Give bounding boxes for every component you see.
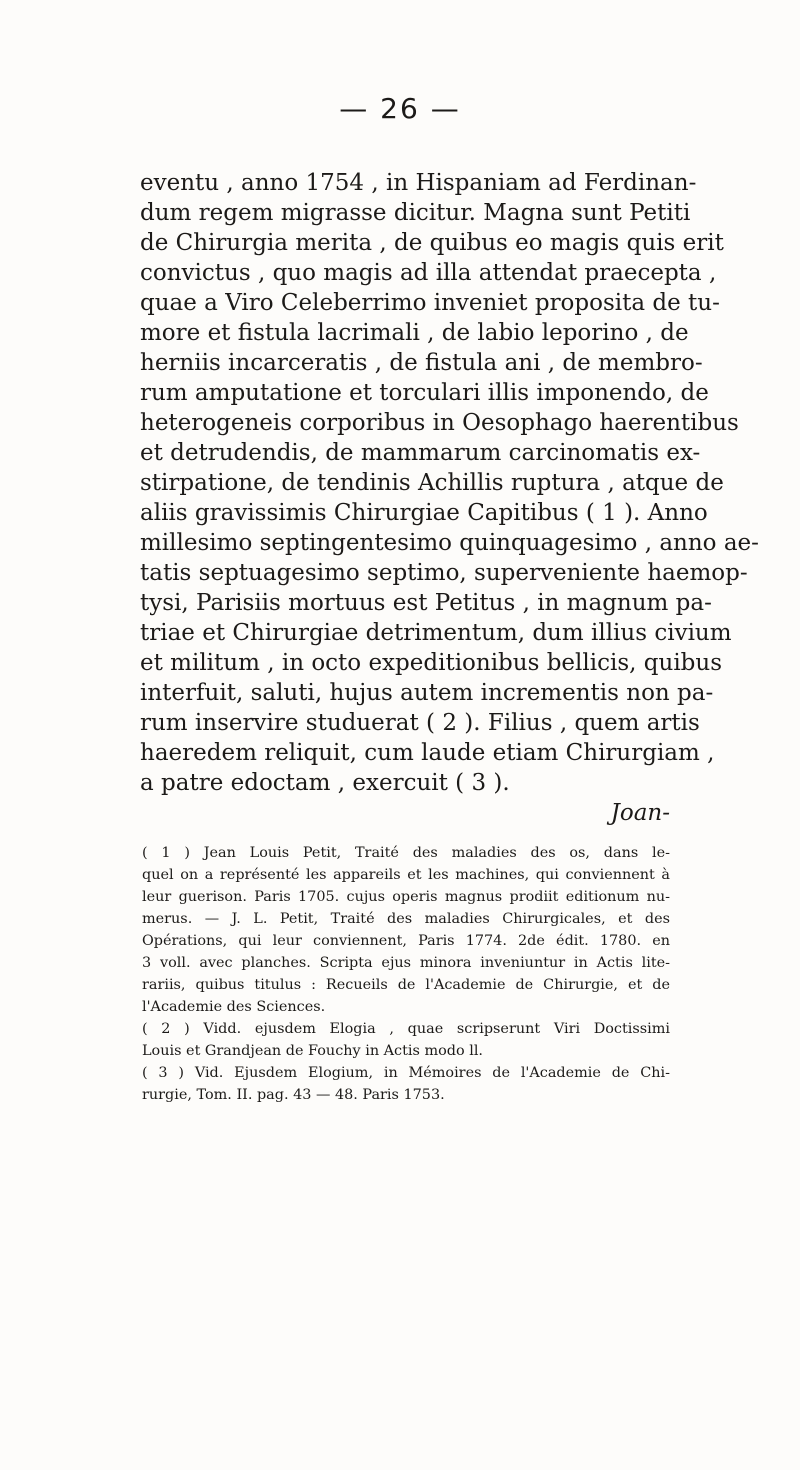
body-line: de Chirurgia merita , de quibus eo magis quis erit <box>140 230 724 256</box>
footnote-line: 3 voll. avec planches. Scripta ejus minora inveniuntur in Actis lite- <box>142 955 670 971</box>
body-text <box>140 168 759 828</box>
body-line: eventu , anno 1754 , in Hispaniam ad Ferdinan- <box>140 170 697 196</box>
footnote-line: merus. — J. L. Petit, Traité des maladies Chirurgicales, et des <box>142 911 670 927</box>
body-line: rum inservire studuerat ( 2 ). Filius , quem artis <box>140 710 700 736</box>
body-line: millesimo septingentesimo quinquagesimo , anno ae- <box>140 530 759 556</box>
footnote-line: ( 3 ) Vid. Ejusdem Elogium, in Mémoires de l'Academie de Chi- <box>142 1065 670 1081</box>
footnote-line: Louis et Grandjean de Fouchy in Actis modo ll. <box>142 1043 484 1059</box>
body-line: et militum , in octo expeditionibus bellicis, quibus <box>140 650 723 676</box>
footnote-line: leur guerison. Paris 1705. cujus operis magnus prodiit editionum nu- <box>142 889 670 905</box>
body-line: stirpatione, de tendinis Achillis ruptura , atque de <box>140 470 724 496</box>
body-line: interfuit, saluti, hujus autem incrementis non pa- <box>140 680 714 706</box>
footnote-line: l'Academie des Sciences. <box>142 999 326 1015</box>
footnote-line: rariis, quibus titulus : Recueils de l'Academie de Chirurgie, et de <box>142 977 670 993</box>
body-line: a patre edoctam , exercuit ( 3 ). <box>140 770 510 796</box>
body-line: triae et Chirurgiae detrimentum, dum illius civium <box>140 620 732 646</box>
body-line: herniis incarceratis , de fistula ani , de membro- <box>140 350 703 376</box>
body-line: rum amputatione et torculari illis imponendo, de <box>140 380 709 406</box>
body-line: quae a Viro Celeberrimo inveniet proposita de tu- <box>140 290 720 316</box>
body-line: tatis septuagesimo septimo, superveniente haemop- <box>140 560 748 586</box>
footnote-line: quel on a représenté les appareils et les machines, qui conviennent à <box>142 867 670 883</box>
body-line: tysi, Parisiis mortuus est Petitus , in magnum pa- <box>140 590 712 616</box>
footnote-line: Opérations, qui leur conviennent, Paris 1774. 2de édit. 1780. en <box>142 933 670 949</box>
catchword: Joan- <box>610 800 670 826</box>
footnote-line: ( 1 ) Jean Louis Petit, Traité des maladies des os, dans le- <box>142 845 670 861</box>
footnote-line: rurgie, Tom. II. pag. 43 — 48. Paris 1753. <box>142 1087 445 1103</box>
body-line: et detrudendis, de mammarum carcinomatis ex- <box>140 440 701 466</box>
footnote-line: ( 2 ) Vidd. ejusdem Elogia , quae scripserunt Viri Doctissimi <box>142 1021 670 1037</box>
page-number: — 26 — <box>339 92 461 125</box>
footnotes <box>142 842 670 1106</box>
body-line: dum regem migrasse dicitur. Magna sunt Petiti <box>140 200 691 226</box>
body-line: haeredem reliquit, cum laude etiam Chirurgiam , <box>140 740 715 766</box>
body-line: aliis gravissimis Chirurgiae Capitibus ( 1 ). Anno <box>140 500 708 526</box>
body-line: more et fistula lacrimali , de labio leporino , de <box>140 320 689 346</box>
body-line: convictus , quo magis ad illa attendat praecepta , <box>140 260 717 286</box>
body-line: heterogeneis corporibus in Oesophago haerentibus <box>140 410 739 436</box>
